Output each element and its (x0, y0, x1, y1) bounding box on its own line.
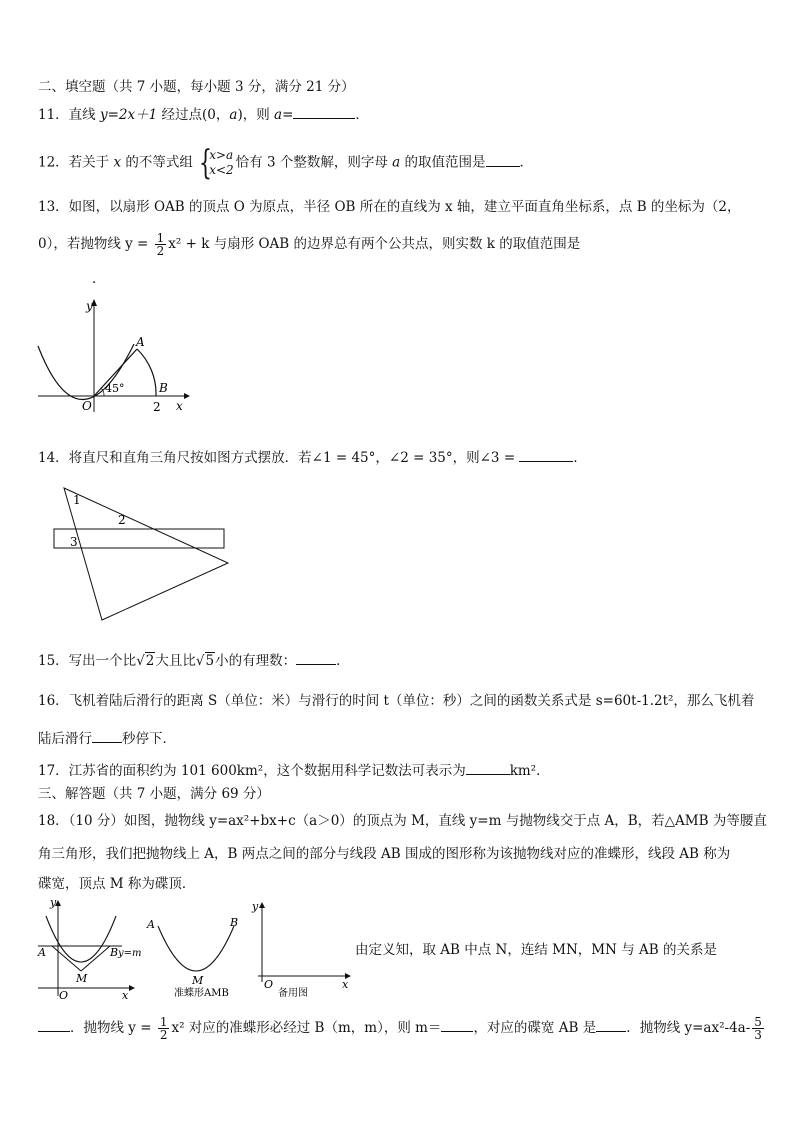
question-13-line-2 (38, 232, 580, 257)
answer-blank[interactable] (519, 447, 573, 462)
segment-BM (81, 946, 110, 971)
y-arrow-icon (259, 902, 265, 908)
q18-text-c: ，对应的碟宽 AB 是 (473, 1020, 597, 1036)
sector-parabola-figure (34, 294, 194, 419)
fraction (155, 232, 167, 257)
sqrt-5: √5 (195, 653, 215, 669)
origin-label: O (264, 978, 274, 991)
question-16-line-1: 16．飞机着陆后滑行的距离 S（单位：米）与滑行的时间 t（单位：秒）之间的函数关系式是 s=60t-1.2t²，那么飞机着 (38, 693, 755, 709)
x-label: x (122, 989, 129, 1002)
figure-1-parabola (36, 896, 142, 1002)
origin-label: O (59, 989, 69, 1002)
angle-label: 45° (105, 382, 125, 395)
x-arrow-icon (184, 393, 190, 399)
fraction-denominator: 2 (159, 1028, 168, 1042)
q14-end: ． (573, 450, 587, 466)
q18-text-a: ．抛物线 y = (70, 1020, 156, 1036)
point-M-label: M (76, 972, 88, 985)
question-18-line-3: 碟宽，顶点 M 称为碟顶． (38, 876, 196, 892)
origin-label: O (82, 399, 92, 413)
inequality-row-1: x>a (209, 148, 234, 162)
q12-end: ． (519, 154, 533, 171)
figure-2-butterfly (144, 912, 244, 1000)
question-16-line-2 (38, 728, 176, 748)
point-B-label: B (159, 381, 168, 395)
q12-var2: a (392, 154, 401, 171)
line-ym-label: y=m (118, 948, 142, 959)
q11-text-b: 经过点(0， (157, 107, 230, 123)
answer-blank[interactable] (293, 104, 355, 119)
q15-text: 15．写出一个比 (38, 653, 137, 669)
q11-var2: a (274, 107, 283, 123)
q12-text-d: 的取值范围是 (400, 154, 486, 171)
angle-3-label: 3 (70, 535, 78, 549)
inequality-row-2: x<2 (209, 163, 234, 177)
segment-AM (52, 946, 81, 971)
q15-text-c: 小的有理数： (215, 653, 297, 669)
answer-blank[interactable] (296, 650, 336, 665)
fraction-numerator: 1 (159, 1015, 168, 1029)
tick-2-label: 2 (153, 400, 161, 414)
x-label: x (342, 978, 349, 991)
sector-arc (137, 349, 156, 396)
q12-text: 12．若关于 (38, 154, 114, 171)
y-label: y (252, 900, 259, 913)
answer-blank[interactable] (38, 1017, 70, 1032)
q11-text-c: )，则 (237, 107, 274, 123)
q12-var: x (113, 154, 122, 171)
answer-blank[interactable] (486, 152, 520, 167)
fraction-denominator: 3 (754, 1028, 762, 1042)
fraction-numerator: 5 (754, 1015, 762, 1029)
answer-blank[interactable] (596, 1017, 626, 1032)
point-A-label: A (136, 335, 145, 349)
q18-text-d: ．抛物线 y=ax²-4a- (626, 1020, 751, 1036)
fraction-denominator: 2 (156, 244, 165, 258)
q11-equation: y=2x＋1 (99, 107, 158, 123)
q11-var: a (229, 107, 238, 123)
parabola-curve (46, 916, 119, 962)
question-18-side-text: 由定义知，取 AB 中点 N，连结 MN，MN 与 AB 的关系是 (355, 942, 717, 958)
left-brace-icon: { (199, 143, 213, 183)
y-label: y (86, 299, 93, 313)
point-A-label: A (147, 918, 155, 931)
q18-text-b: x² 对应的准蝶形必经过 B（m，m），则 m＝ (171, 1020, 442, 1036)
question-18-line-2: 角三角形，我们把抛物线上 A，B 两点之间的部分与线段 AB 围成的图形称为该抛物线对应的准蝶形，线段 AB 称为 (38, 846, 731, 862)
q11-text-d: = (282, 107, 294, 123)
q11-text: 11．直线 (38, 107, 100, 123)
triangle (64, 488, 228, 620)
inequality-system (199, 143, 234, 183)
q16-text: 陆后滑行 (38, 731, 92, 747)
fraction-numerator: 1 (156, 231, 165, 245)
point-B-label: B (230, 916, 239, 929)
question-18-last-line (38, 1016, 766, 1041)
sqrt-2: √2 (136, 653, 155, 669)
x-arrow-icon (129, 985, 135, 991)
point-A-label: A (38, 946, 46, 959)
fraction (158, 1016, 170, 1041)
radicand-2: 5 (205, 653, 215, 669)
ruler-triangle-figure (48, 482, 238, 627)
angle-2-label: 2 (118, 513, 126, 527)
q13-text-b: x² + k 与扇形 OAB 的边界总有两个公共点，则实数 k 的取值范围是 (168, 236, 581, 252)
point-B-label: B (110, 946, 119, 959)
q15-text-b: 大且比 (155, 653, 196, 669)
q11-end: ． (355, 107, 369, 123)
ruler (54, 529, 224, 548)
question-18-line-1: 18．（10 分）如图，抛物线 y=ax²+bx+c（a＞0）的顶点为 M，直线 y=m 与抛物线交于点 A，B，若△AMB 为等腰直 (38, 813, 767, 829)
question-17 (38, 760, 550, 780)
answer-blank[interactable] (441, 1017, 473, 1032)
answer-blank[interactable] (92, 728, 122, 743)
q16-text-b: 秒停下． (122, 731, 176, 747)
figure-caption: 备用图 (278, 988, 308, 999)
figure-3-blank-axes (248, 898, 352, 1000)
radicand-1: 2 (145, 653, 155, 669)
butterfly-curve (158, 926, 234, 971)
q12-text-c: 恰有 3 个整数解，则字母 (235, 154, 393, 171)
q15-end: ． (336, 653, 350, 669)
question-13-line-1: 13．如图，以扇形 OAB 的顶点 O 为原点，半径 OB 所在的直线为 x 轴，建立平面直角坐标系，点 B 的坐标为（2， (38, 199, 741, 215)
q13-dot: ． (92, 271, 106, 287)
question-15 (38, 650, 350, 670)
fraction (752, 1016, 764, 1041)
y-label: y (50, 896, 57, 909)
q17-text-b: km²． (509, 763, 550, 779)
x-label: x (176, 399, 183, 413)
figure-caption: 准蝶形AMB (174, 988, 229, 999)
point-M-label: M (192, 974, 204, 987)
section-3-heading: 三、解答题（共 7 小题，满分 69 分） (38, 786, 270, 802)
question-11 (38, 104, 369, 124)
q12-text-b: 的不等式组 (121, 154, 193, 171)
q14-text: 14．将直尺和直角三角尺按如图方式摆放．若∠1 = 45°，∠2 = 35°，则∠3 = (38, 450, 520, 466)
section-2-heading: 二、填空题（共 7 小题，每小题 3 分，满分 21 分） (38, 79, 355, 95)
question-14 (38, 447, 587, 467)
question-12 (38, 143, 533, 183)
answer-blank[interactable] (466, 760, 510, 775)
q13-text: 0），若抛物线 y = (38, 236, 153, 252)
angle-1-label: 1 (73, 493, 81, 507)
q17-text: 17．江苏省的面积约为 101 600km²，这个数据用科学记数法可表示为 (38, 763, 466, 779)
